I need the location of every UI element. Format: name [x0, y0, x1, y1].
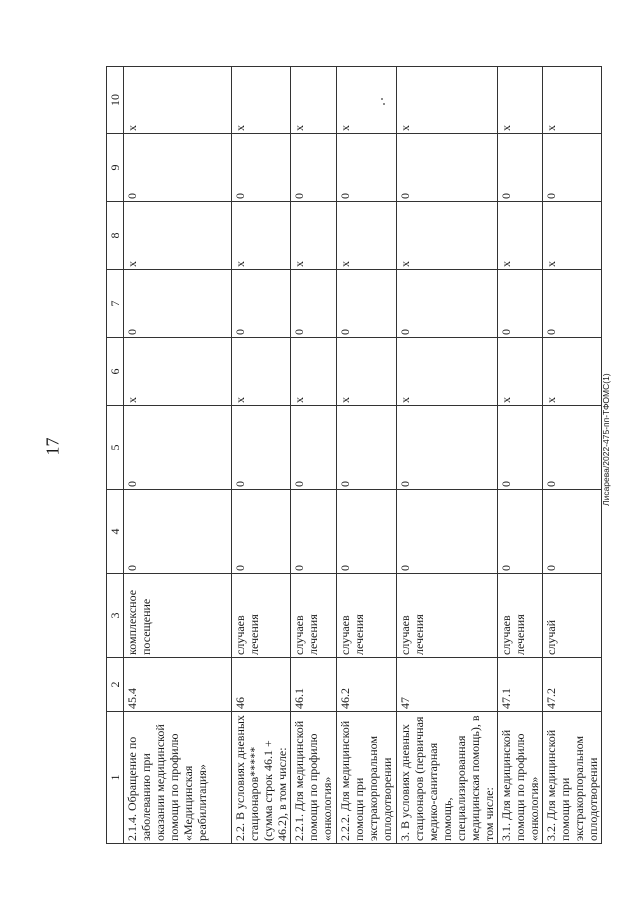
column-header-9: 9 — [107, 134, 124, 202]
table-cell: x — [397, 67, 498, 134]
column-header-1: 1 — [107, 712, 124, 844]
table-cell: 46 — [232, 658, 291, 712]
data-table-container — [106, 67, 600, 844]
table-cell: случаев лечения — [498, 574, 543, 658]
table-cell: случаев лечения — [291, 574, 337, 658]
table-cell: 0 — [124, 406, 232, 490]
column-header-10: 10 — [107, 67, 124, 134]
table-cell: 0 — [397, 134, 498, 202]
table-row — [397, 67, 498, 844]
table-cell: x — [543, 67, 602, 134]
table-cell: 0 — [498, 490, 543, 574]
table-cell: x — [232, 338, 291, 406]
table-cell: 2.2.1. Для медицинской помощи по профилю «онкология» — [291, 712, 337, 844]
table-cell: x — [337, 338, 397, 406]
table-row — [291, 67, 337, 844]
table-cell: 46.2 — [337, 658, 397, 712]
table-cell: x — [232, 67, 291, 134]
table-cell: 0 — [291, 270, 337, 338]
table-cell: x — [498, 202, 543, 270]
table-cell: x — [543, 202, 602, 270]
table-cell: 0 — [543, 270, 602, 338]
header-row — [107, 67, 124, 844]
table-row — [543, 67, 602, 844]
column-header-2: 2 — [107, 658, 124, 712]
table-cell: 0 — [397, 490, 498, 574]
table-cell: 0 — [498, 406, 543, 490]
table-cell: 2.2. В условиях дневных стационаров***** (сумма строк 46.1 + 46.2), в том числе: — [232, 712, 291, 844]
column-header-6: 6 — [107, 338, 124, 406]
table-cell: x — [124, 338, 232, 406]
table-cell: x — [397, 202, 498, 270]
table-cell: 3. В условиях дневных стационаров (первичная медико-санитарная помощь, специализированная медицинская помощь), в том числе: — [397, 712, 498, 844]
table-cell: x — [291, 202, 337, 270]
table-row — [232, 67, 291, 844]
table-cell: 0 — [543, 406, 602, 490]
table-cell: x — [543, 338, 602, 406]
table-cell: 47.2 — [543, 658, 602, 712]
table-cell: 0 — [232, 490, 291, 574]
table-cell: x — [498, 338, 543, 406]
column-header-8: 8 — [107, 202, 124, 270]
table-cell: x — [337, 67, 397, 134]
scan-speck — [383, 103, 385, 105]
table-cell: случай — [543, 574, 602, 658]
table-cell: 0 — [232, 270, 291, 338]
table-cell: 3.2. Для медицинской помощи при экстракорпоральном оплодотворении — [543, 712, 602, 844]
table-cell: x — [232, 202, 291, 270]
table-cell: 0 — [337, 406, 397, 490]
scan-speck — [381, 98, 383, 100]
table-row — [124, 67, 232, 844]
table-cell: 0 — [498, 134, 543, 202]
column-header-5: 5 — [107, 406, 124, 490]
table-row — [498, 67, 543, 844]
table-cell: 47.1 — [498, 658, 543, 712]
column-header-7: 7 — [107, 270, 124, 338]
table-cell: 3.1. Для медицинской помощи по профилю «онкология» — [498, 712, 543, 844]
table-cell: случаев лечения — [397, 574, 498, 658]
table-row — [337, 67, 397, 844]
table-cell: 2.2.2. Для медицинской помощи при экстракорпоральном оплодотворении — [337, 712, 397, 844]
table-cell: 0 — [498, 270, 543, 338]
document-id: Лисарева/2022-475-пп-ТФОМС(1) — [601, 373, 611, 507]
table-cell: 46.1 — [291, 658, 337, 712]
column-header-4: 4 — [107, 490, 124, 574]
table-cell: 0 — [337, 490, 397, 574]
table-cell: 0 — [232, 134, 291, 202]
table-cell: комплексное посещение — [124, 574, 232, 658]
page-number: 17 — [42, 437, 63, 456]
table-cell: x — [291, 338, 337, 406]
table-cell: 0 — [124, 270, 232, 338]
table-cell: 47 — [397, 658, 498, 712]
table-cell: 0 — [337, 134, 397, 202]
table-cell: 0 — [291, 134, 337, 202]
table-cell: 45.4 — [124, 658, 232, 712]
table-cell: случаев лечения — [232, 574, 291, 658]
table-cell: x — [397, 338, 498, 406]
table-cell: x — [124, 202, 232, 270]
table-cell: 2.1.4. Обращение по заболеванию при оказании медицинской помощи по профилю «Медицинская реабилитация» — [124, 712, 232, 844]
table-cell: x — [291, 67, 337, 134]
table-cell: 0 — [124, 134, 232, 202]
data-table — [106, 66, 602, 844]
table-cell: 0 — [291, 490, 337, 574]
table-cell: 0 — [543, 134, 602, 202]
table-cell: 0 — [124, 490, 232, 574]
table-cell: 0 — [232, 406, 291, 490]
table-cell: 0 — [397, 270, 498, 338]
table-cell: x — [124, 67, 232, 134]
table-cell: 0 — [337, 270, 397, 338]
table-cell: 0 — [543, 490, 602, 574]
table-cell: x — [337, 202, 397, 270]
table-cell: 0 — [291, 406, 337, 490]
table-cell: 0 — [397, 406, 498, 490]
column-header-3: 3 — [107, 574, 124, 658]
table-cell: x — [498, 67, 543, 134]
table-cell: случаев лечения — [337, 574, 397, 658]
